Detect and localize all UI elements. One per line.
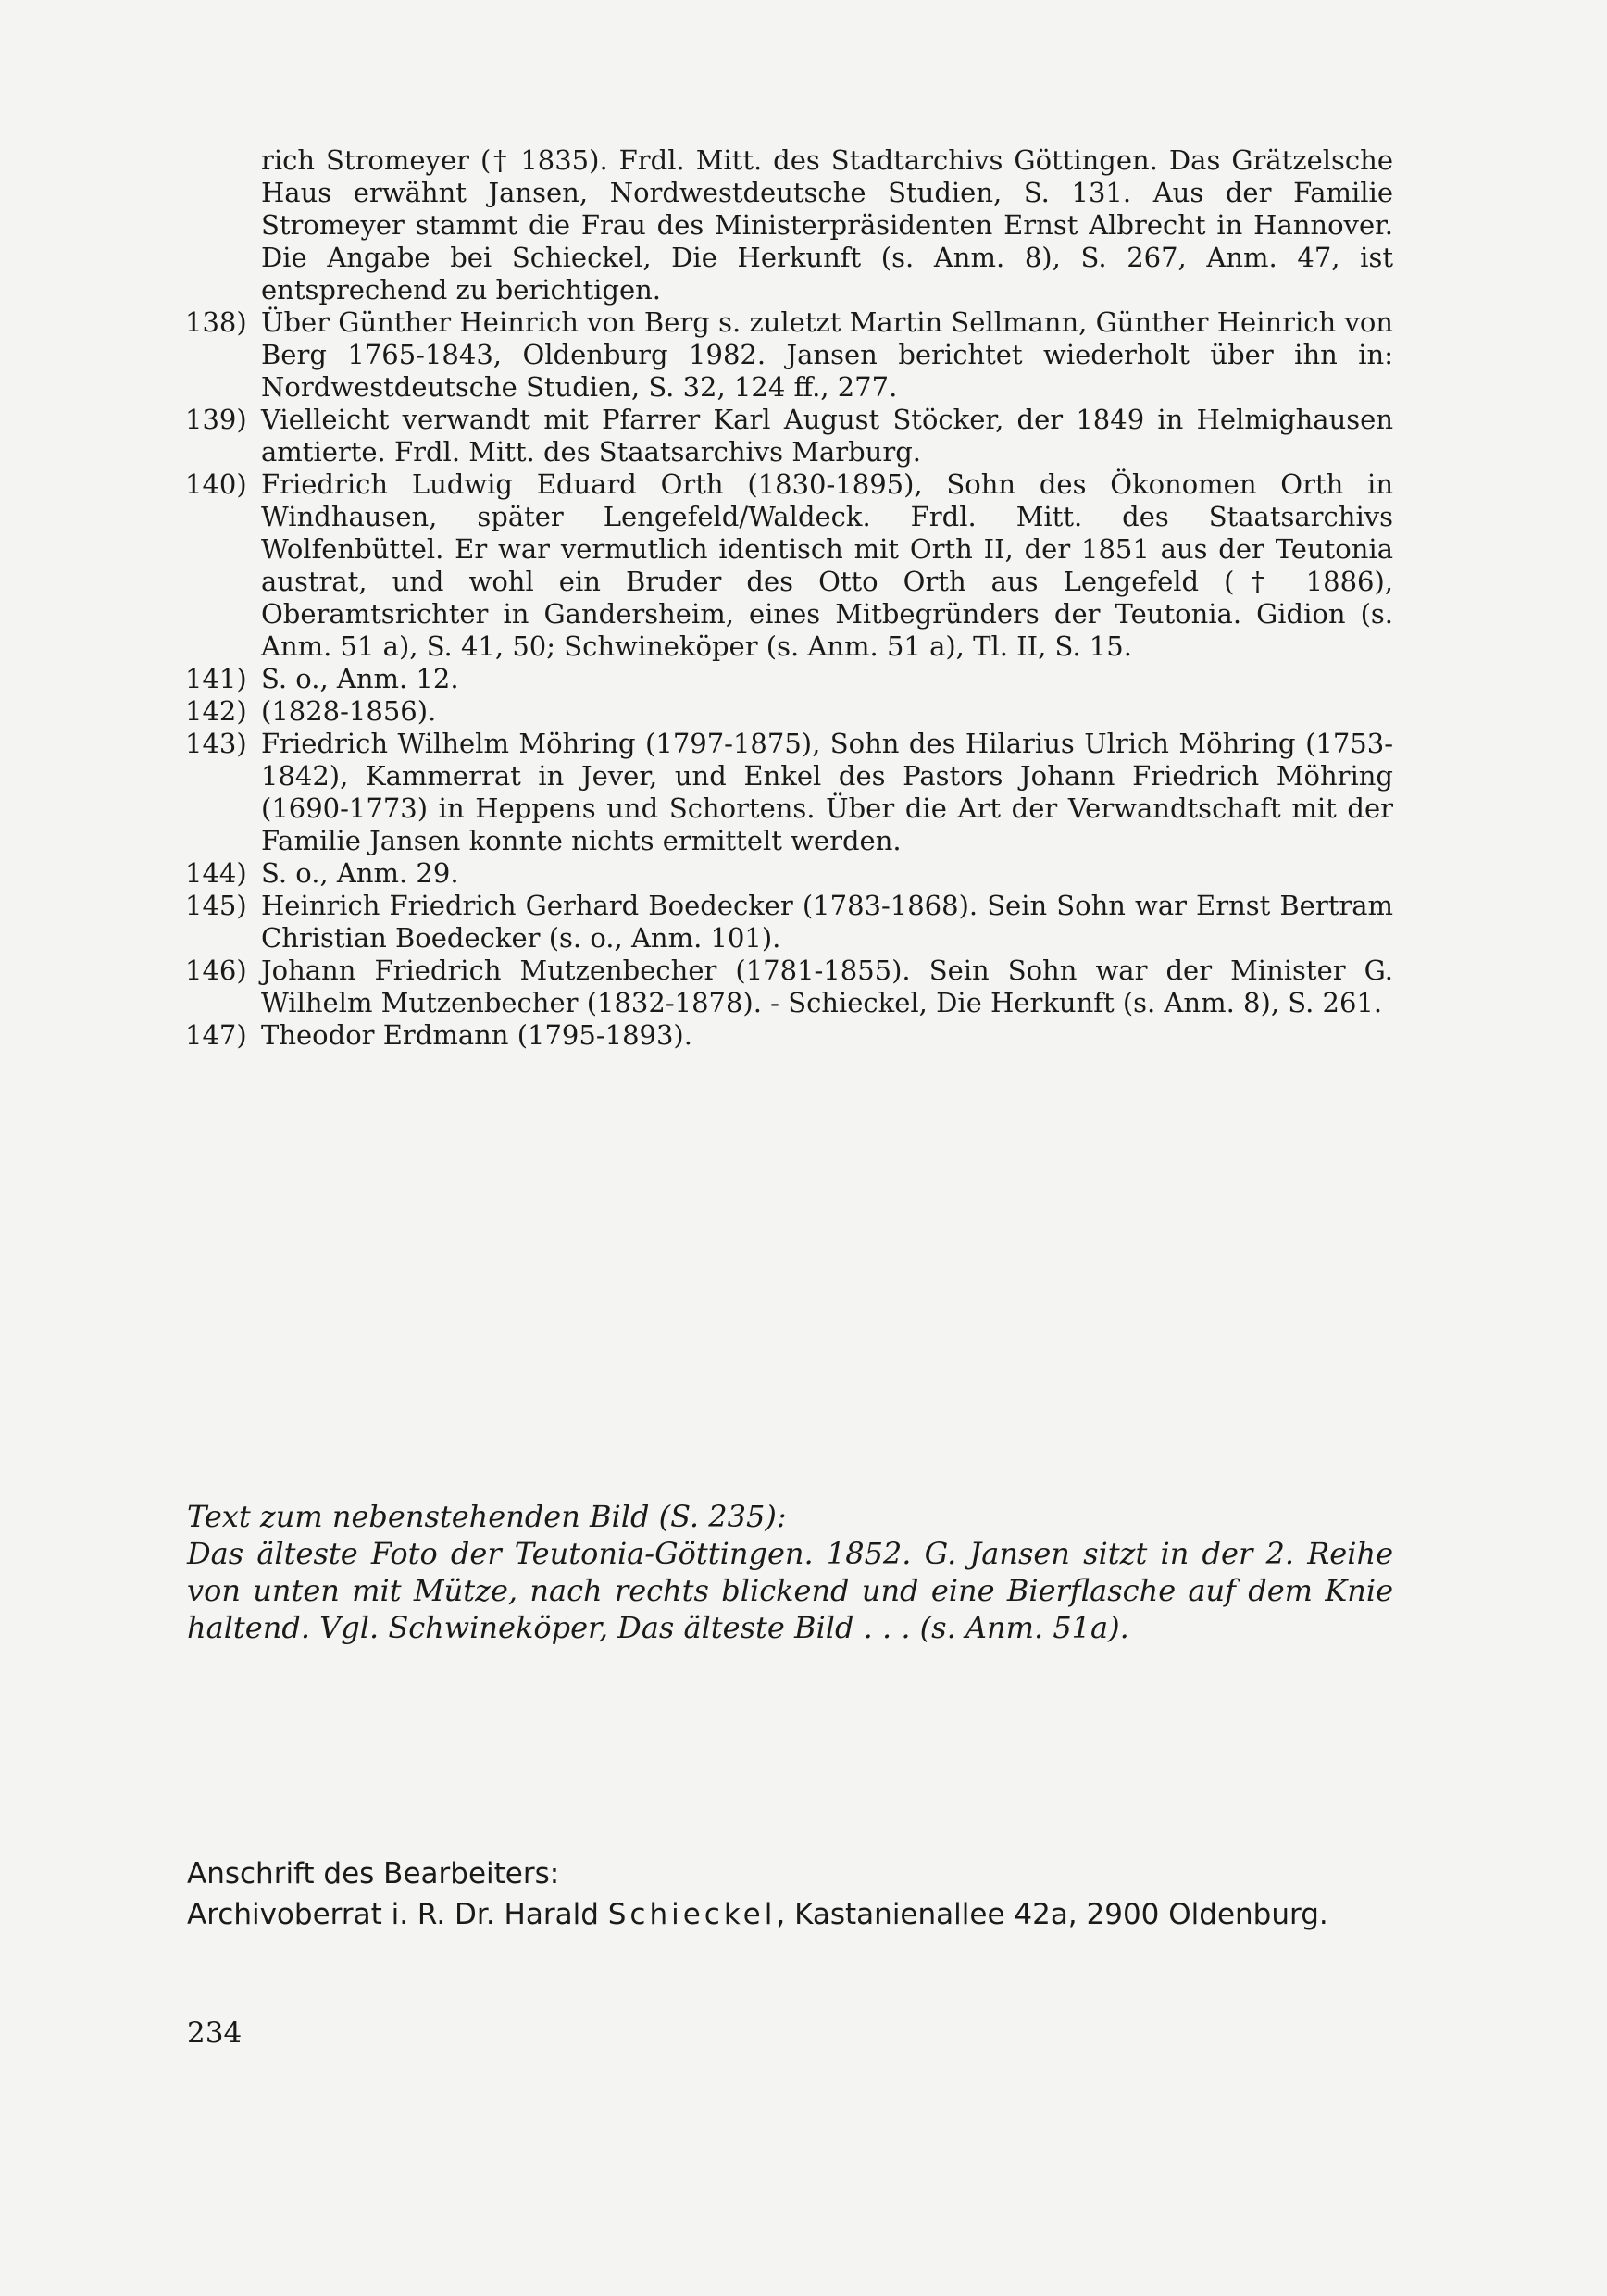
address-line <box>187 1894 1393 1935</box>
caption-heading: Text zum nebenstehenden Bild (S. 235): <box>187 1499 787 1534</box>
footnote-140 <box>185 468 1393 663</box>
footnote-141 <box>185 663 1393 695</box>
footnote-138 <box>185 306 1393 404</box>
footnote-text: Vielleicht verwandt mit Pfarrer Karl August Stöcker, der 1849 in Helmighausen amtierte. Frdl. Mitt. des Staatsarchivs Marburg. <box>261 404 1393 468</box>
footnote-144 <box>185 857 1393 890</box>
footnote-145 <box>185 890 1393 955</box>
footnote-text: Friedrich Wilhelm Möhring (1797-1875), Sohn des Hilarius Ulrich Möhring (1753-1842), Kammerrat in Jever, und Enkel des Pastors Johann Friedrich Möhring (1690-1773) in Heppens und Schortens. Über die Art der Verwandtschaft mit der Familie Jansen konnte nichts ermittelt werden. <box>261 728 1393 856</box>
footnote-number: 142) <box>185 695 247 727</box>
footnote-text: (1828-1856). <box>261 695 437 727</box>
footnote-number: 139) <box>185 404 247 435</box>
footnotes-list <box>185 144 1393 1052</box>
address-label: Anschrift des Bearbeiters: <box>187 1857 560 1890</box>
footnote-number: 145) <box>185 890 247 921</box>
address-suffix: , Kastanienallee 42a, 2900 Oldenburg. <box>776 1898 1328 1931</box>
page-number: 234 <box>187 2016 243 2050</box>
footnote-text: Theodor Erdmann (1795-1893). <box>261 1019 692 1051</box>
image-caption <box>187 1498 1393 1646</box>
footnote-number: 141) <box>185 663 247 694</box>
footnote-text: Über Günther Heinrich von Berg s. zuletzt Martin Sellmann, Günther Heinrich von Berg 1765-1843, Oldenburg 1982. Jansen berichtet wiederholt über ihn in: Nordwestdeutsche Studien, S. 32, 124 ff., 277. <box>261 306 1393 403</box>
footnote-142 <box>185 695 1393 728</box>
footnote-text: Friedrich Ludwig Eduard Orth (1830-1895), Sohn des Ökonomen Orth in Windhausen, später Lengefeld/Waldeck. Frdl. Mitt. des Staatsarchivs Wolfenbüttel. Er war vermutlich identisch mit Orth II, der 1851 aus der Teutonia austrat, und wohl ein Bruder des Otto Orth aus Lengefeld († 1886), Oberamtsrichter in Gandersheim, eines Mitbegründers der Teutonia. Gidion (s. Anm. 51 a), S. 41, 50; Schwineköper (s. Anm. 51 a), Tl. II, S. 15. <box>261 468 1393 662</box>
footnote-number: 140) <box>185 468 247 500</box>
footnote-continuation <box>185 144 1393 306</box>
address-prefix: Archivoberrat i. R. Dr. Harald <box>187 1898 599 1931</box>
footnote-143 <box>185 728 1393 857</box>
footnote-text: Johann Friedrich Mutzenbecher (1781-1855). Sein Sohn war der Minister G. Wilhelm Mutzenbecher (1832-1878). - Schieckel, Die Herkunft (s. Anm. 8), S. 261. <box>261 955 1393 1018</box>
footnote-139 <box>185 404 1393 468</box>
footnote-number: 143) <box>185 728 247 759</box>
footnote-text: S. o., Anm. 12. <box>261 663 459 694</box>
footnote-number: 147) <box>185 1019 247 1051</box>
editor-address <box>187 1853 1393 1935</box>
footnote-text: Heinrich Friedrich Gerhard Boedecker (1783-1868). Sein Sohn war Ernst Bertram Christian Boedecker (s. o., Anm. 101). <box>261 890 1393 954</box>
footnote-text: S. o., Anm. 29. <box>261 857 459 889</box>
footnote-text: rich Stromeyer († 1835). Frdl. Mitt. des Stadtarchivs Göttingen. Das Grätzelsche Haus erwähnt Jansen, Nordwestdeutsche Studien, S. 131. Aus der Familie Stromeyer stammt die Frau des Ministerpräsidenten Ernst Albrecht in Hannover. Die Angabe bei Schieckel, Die Herkunft (s. Anm. 8), S. 267, Anm. 47, ist entsprechend zu berichtigen. <box>261 144 1393 306</box>
footnote-number: 146) <box>185 955 247 986</box>
editor-name: Schieckel <box>607 1898 777 1931</box>
footnote-number: 138) <box>185 306 247 338</box>
footnote-147 <box>185 1019 1393 1052</box>
caption-body: Das älteste Foto der Teutonia-Göttingen. 1852. G. Jansen sitzt in der 2. Reihe von unten mit Mütze, nach rechts blickend und eine Bierflasche auf dem Knie haltend. Vgl. Schwineköper, Das älteste Bild . . . (s. Anm. 51a). <box>187 1536 1393 1645</box>
footnote-number: 144) <box>185 857 247 889</box>
footnote-146 <box>185 955 1393 1019</box>
